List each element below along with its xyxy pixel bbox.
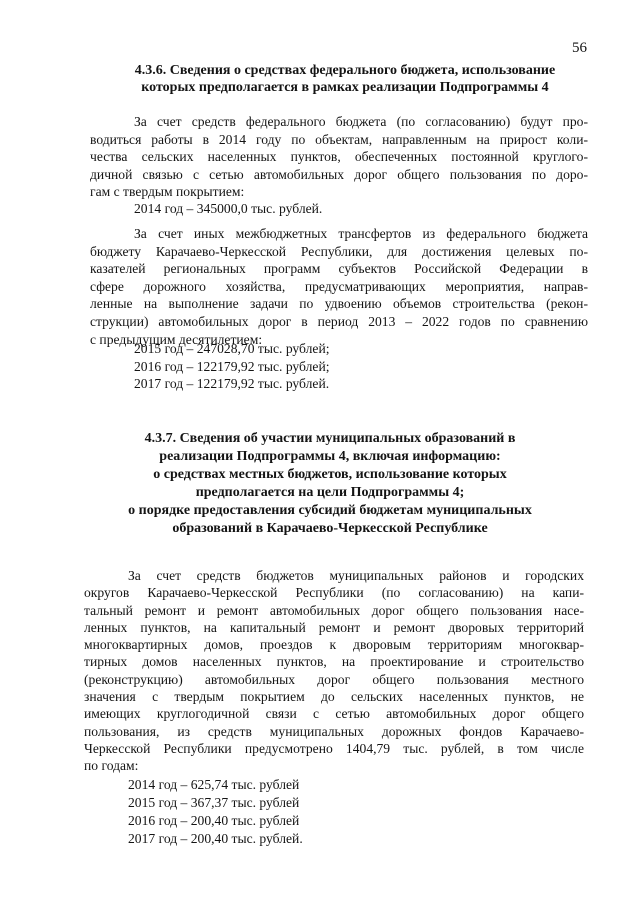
amount-line: 2014 год – 345000,0 тыс. рублей. bbox=[134, 201, 323, 216]
amount-line: 2016 год – 200,40 тыс. рублей bbox=[128, 813, 300, 828]
paragraph-line: чества сельских населенных пунктов, обеспеченных постоянной круглого- bbox=[90, 149, 588, 165]
paragraph-line: тальный ремонт и ремонт автомобильных дорог общего пользования насе- bbox=[84, 602, 584, 618]
paragraph-line: многоквартирных домов, проездов к дворовым территориям многоквар- bbox=[84, 637, 584, 653]
paragraph-line: гам с твердым покрытием: bbox=[90, 184, 245, 200]
section-437-heading bbox=[100, 430, 560, 538]
paragraph-line: ленные на выполнение задачи по удвоению объемов строительства (рекон- bbox=[90, 296, 588, 312]
paragraph-line: Черкесской Республики предусмотрено 1404,79 тыс. рублей, в том числе bbox=[84, 740, 584, 756]
paragraph-line: по годам: bbox=[84, 758, 139, 774]
paragraph-line: За счет средств бюджетов муниципальных районов и городских bbox=[128, 568, 584, 583]
heading-line: которых предполагается в рамках реализации Подпрограммы 4 bbox=[141, 80, 549, 95]
paragraph-line: имеющих круглогодичной связи с сетью автомобильных дорог общего bbox=[84, 706, 584, 722]
amounts-transfers-list bbox=[134, 340, 330, 393]
section-437-paragraph bbox=[84, 567, 584, 775]
heading-line: 4.3.7. Сведения об участии муниципальных образований в bbox=[144, 431, 516, 446]
paragraph-line: значения с твердым покрытием до сельских населенных пунктов, не bbox=[84, 689, 584, 705]
paragraph-line: пользования, из средств муниципальных дорожных фондов Карачаево- bbox=[84, 723, 584, 739]
paragraph-line: сфере дорожного хозяйства, предусматривающих мероприятия, направ- bbox=[90, 278, 588, 294]
paragraph-line: округов Карачаево-Черкесской Республики (по согласованию) на капи- bbox=[84, 585, 584, 601]
section-436-heading bbox=[100, 62, 590, 96]
heading-line: о средствах местных бюджетов, использование которых bbox=[153, 467, 507, 482]
amount-line: 2016 год – 122179,92 тыс. рублей; bbox=[134, 358, 330, 374]
section-436-paragraph-1 bbox=[90, 113, 588, 201]
heading-line: реализации Подпрограммы 4, включая информацию: bbox=[159, 449, 501, 464]
amount-line: 2015 год – 247028,70 тыс. рублей; bbox=[134, 341, 330, 356]
heading-line: о порядке предоставления субсидий бюджетам муниципальных bbox=[128, 503, 532, 518]
amounts-municipal-list bbox=[128, 776, 303, 848]
amount-line: 2017 год – 200,40 тыс. рублей. bbox=[128, 831, 303, 846]
page-number: 56 bbox=[572, 40, 587, 56]
heading-line: предполагается на цели Подпрограммы 4; bbox=[195, 485, 465, 500]
paragraph-line: За счет средств федерального бюджета (по согласованию) будут про- bbox=[134, 114, 588, 129]
paragraph-line: казателей региональных программ субъектов Российской Федерации в bbox=[90, 261, 588, 277]
paragraph-line: (реконструкцию) автомобильных дорог общего пользования местного bbox=[84, 671, 584, 687]
section-436-paragraph-2 bbox=[90, 225, 588, 348]
paragraph-line: тирных домов населенных пунктов, на проектирование и строительство bbox=[84, 654, 584, 670]
amount-line: 2017 год – 122179,92 тыс. рублей. bbox=[134, 376, 330, 392]
paragraph-line: дичной связью с сетью автомобильных дорог общего пользования по доро- bbox=[90, 166, 588, 182]
paragraph-line: бюджету Карачаево-Черкесской Республики, для достижения целевых по- bbox=[90, 243, 588, 259]
paragraph-line: За счет иных межбюджетных трансфертов из федерального бюджета bbox=[134, 226, 588, 241]
heading-line: 4.3.6. Сведения о средствах федерального бюджета, использование bbox=[134, 63, 556, 78]
amount-line: 2014 год – 625,74 тыс. рублей bbox=[128, 777, 300, 792]
paragraph-line: струкции) автомобильных дорог в период 2013 – 2022 годов по сравнению bbox=[90, 313, 588, 329]
paragraph-line: с предыдущим десятилетием: bbox=[90, 331, 263, 347]
amount-line: 2015 год – 367,37 тыс. рублей bbox=[128, 795, 300, 810]
paragraph-line: водиться работы в 2014 году по объектам, направленным на прирост коли- bbox=[90, 131, 588, 147]
heading-line: образований в Карачаево-Черкесской Республике bbox=[172, 521, 488, 536]
amount-2014-federal bbox=[134, 200, 322, 218]
paragraph-line: ленных пунктов, на капитальный ремонт и ремонт дворовых территорий bbox=[84, 619, 584, 635]
